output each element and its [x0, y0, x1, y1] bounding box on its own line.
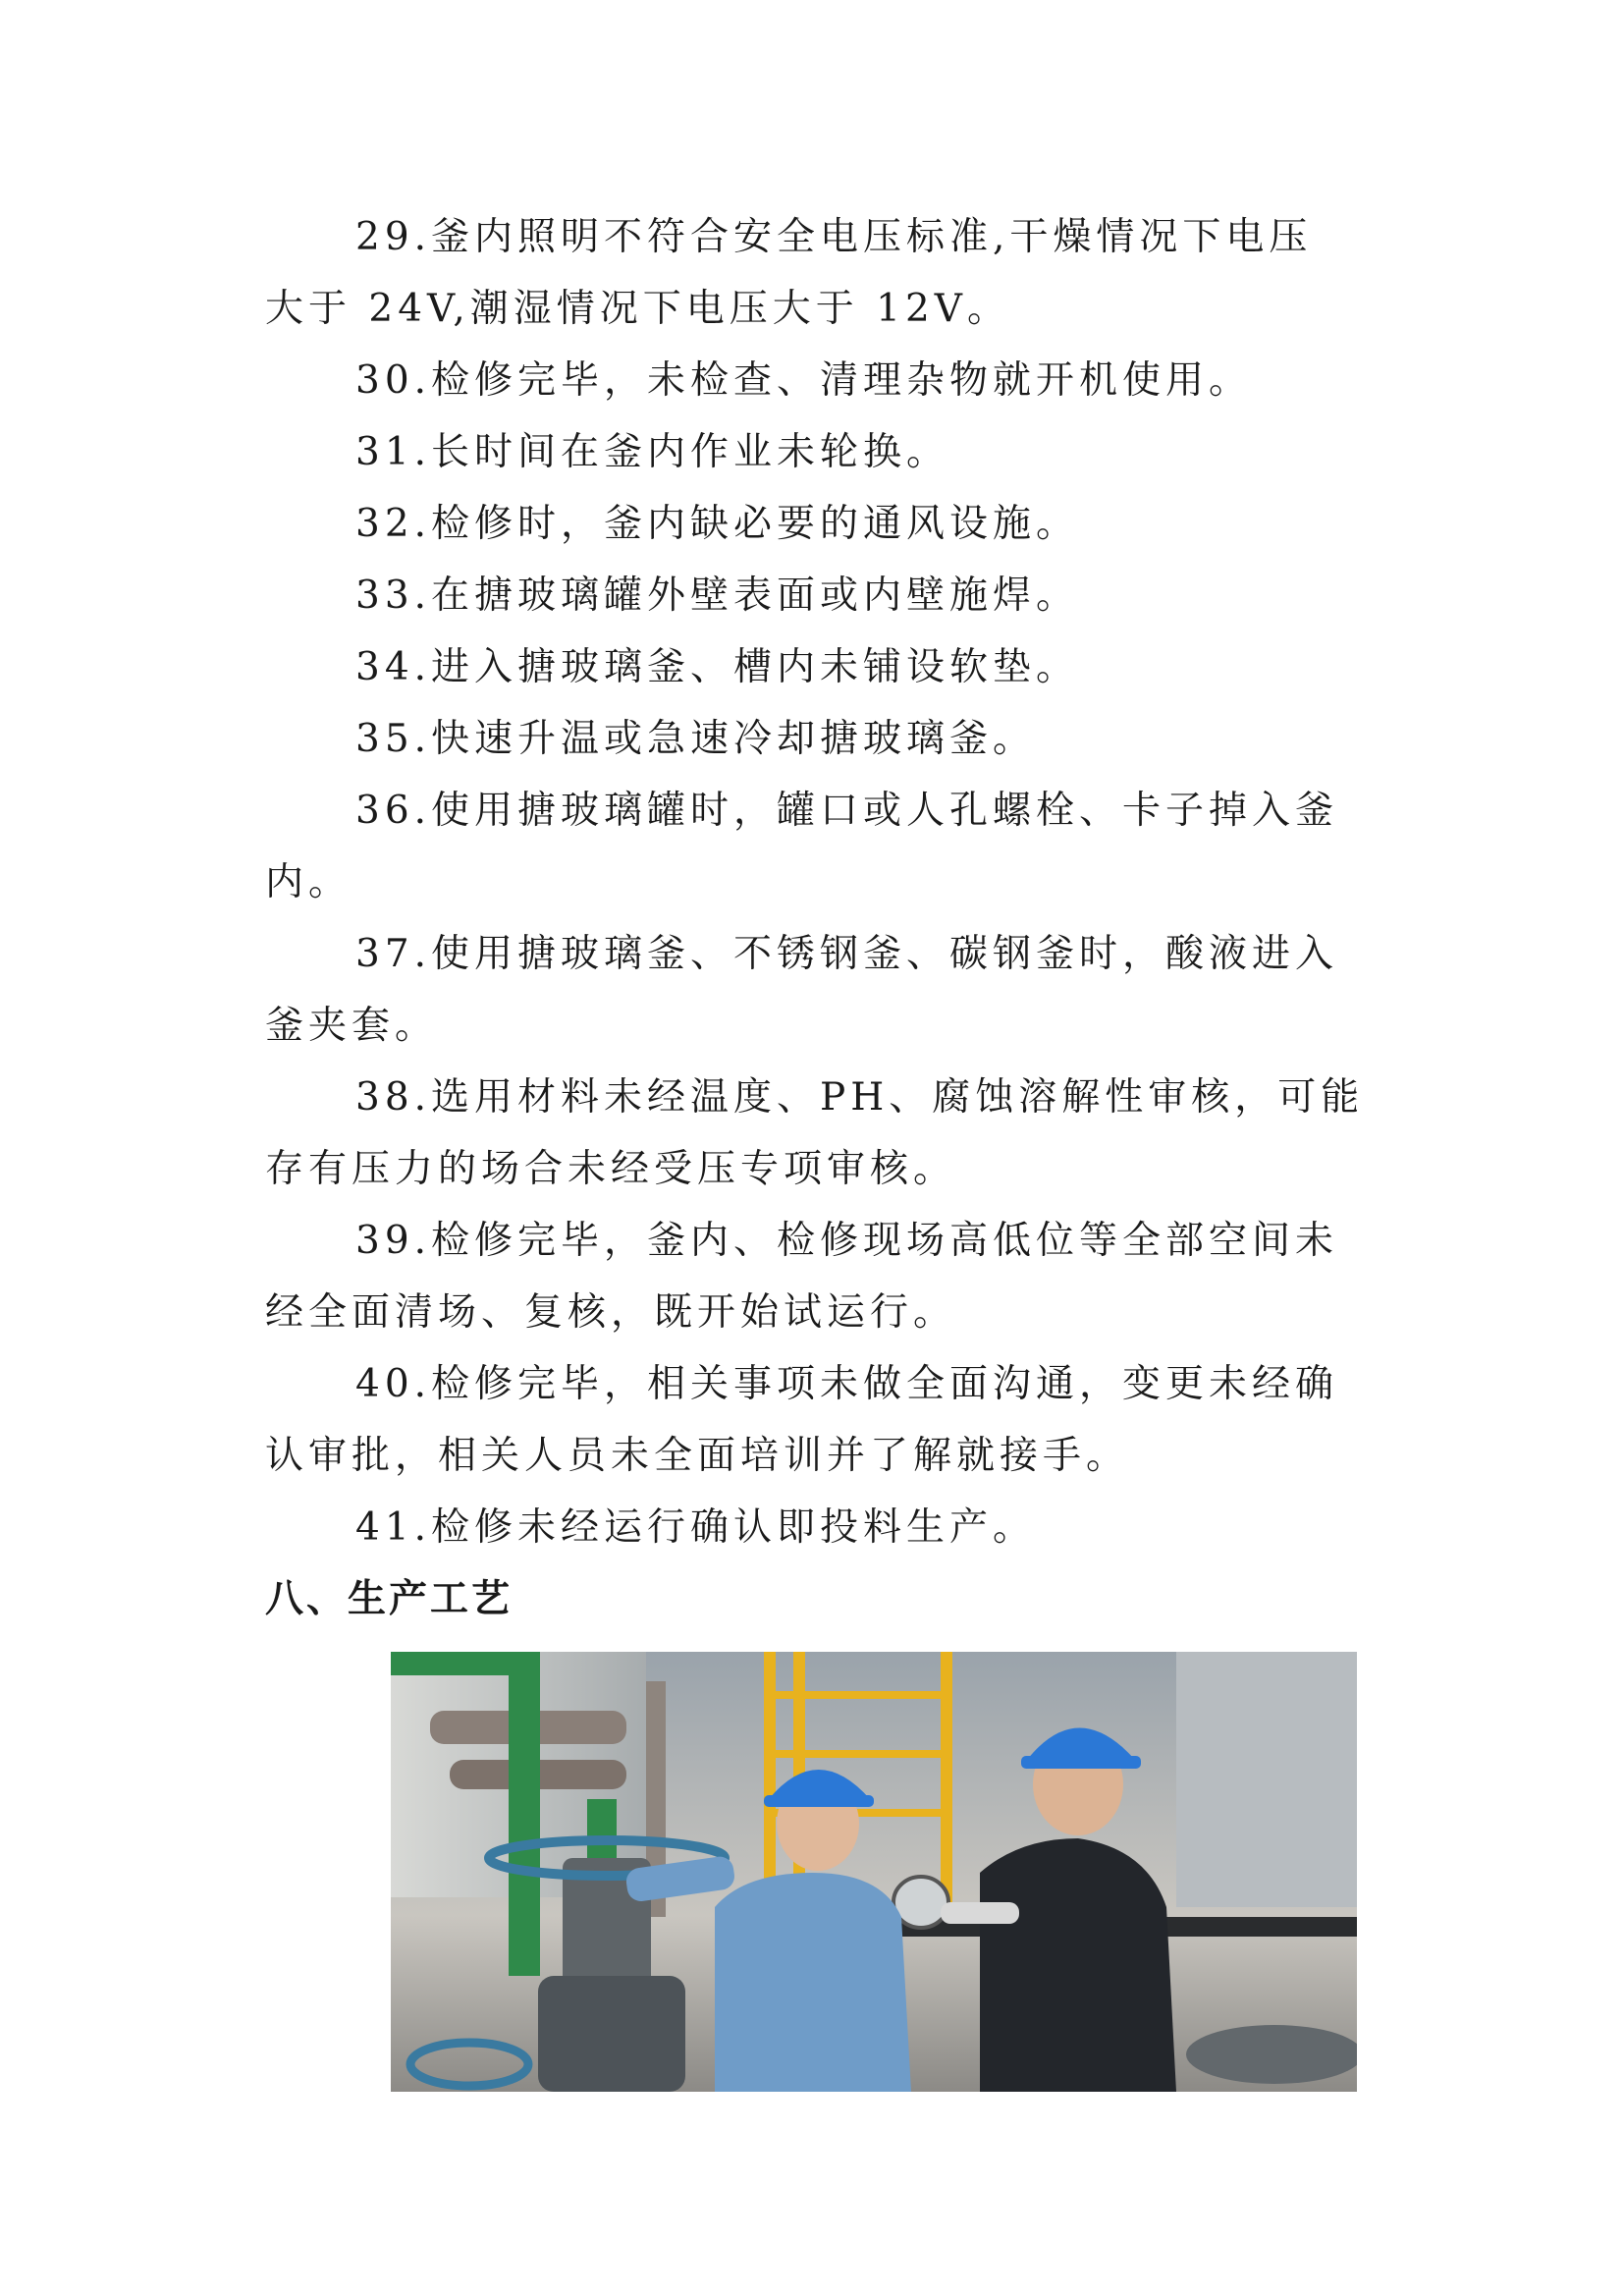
- text-line: 39.检修完毕，釜内、检修现场高低位等全部空间未: [355, 1219, 1339, 1263]
- section-heading: 八、生产工艺: [265, 1577, 514, 1621]
- text-line: 存有压力的场合未经受压专项审核。: [265, 1147, 957, 1191]
- text-line: 32.检修时，釜内缺必要的通风设施。: [355, 502, 1080, 546]
- text-lines: [265, 201, 1365, 1563]
- text-line: 41.检修未经运行确认即投料生产。: [355, 1505, 1037, 1550]
- text-line: 31.长时间在釜内作业未轮换。: [355, 430, 950, 474]
- text-line: 内。: [265, 860, 352, 904]
- text-line: 认审批，相关人员未全面培训并了解就接手。: [265, 1434, 1130, 1478]
- text-line: 34.进入搪玻璃釜、槽内未铺设软垫。: [355, 645, 1080, 689]
- text-line: 经全面清场、复核，既开始试运行。: [265, 1290, 957, 1335]
- text-line: 大于 24V,潮湿情况下电压大于 12V。: [265, 287, 1010, 331]
- text-line: 40.检修完毕，相关事项未做全面沟通，变更未经确: [355, 1362, 1339, 1406]
- text-line: 35.快速升温或急速冷却搪玻璃釜。: [355, 717, 1037, 761]
- document-body: [265, 201, 1365, 1635]
- text-line: 29.釜内照明不符合安全电压标准,干燥情况下电压: [355, 215, 1313, 259]
- text-line: 33.在搪玻璃罐外壁表面或内壁施焊。: [355, 574, 1080, 618]
- text-line: 38.选用材料未经温度、PH、腐蚀溶解性审核，可能: [355, 1075, 1365, 1120]
- text-line: 37.使用搪玻璃釜、不锈钢釜、碳钢釜时，酸液进入: [355, 932, 1339, 976]
- text-line: 36.使用搪玻璃罐时，罐口或人孔螺栓、卡子掉入釜: [355, 789, 1339, 833]
- text-line: 釜夹套。: [265, 1004, 439, 1048]
- text-line: 30.检修完毕，未检查、清理杂物就开机使用。: [355, 358, 1253, 403]
- workers-valve-photo: [391, 1652, 1357, 2092]
